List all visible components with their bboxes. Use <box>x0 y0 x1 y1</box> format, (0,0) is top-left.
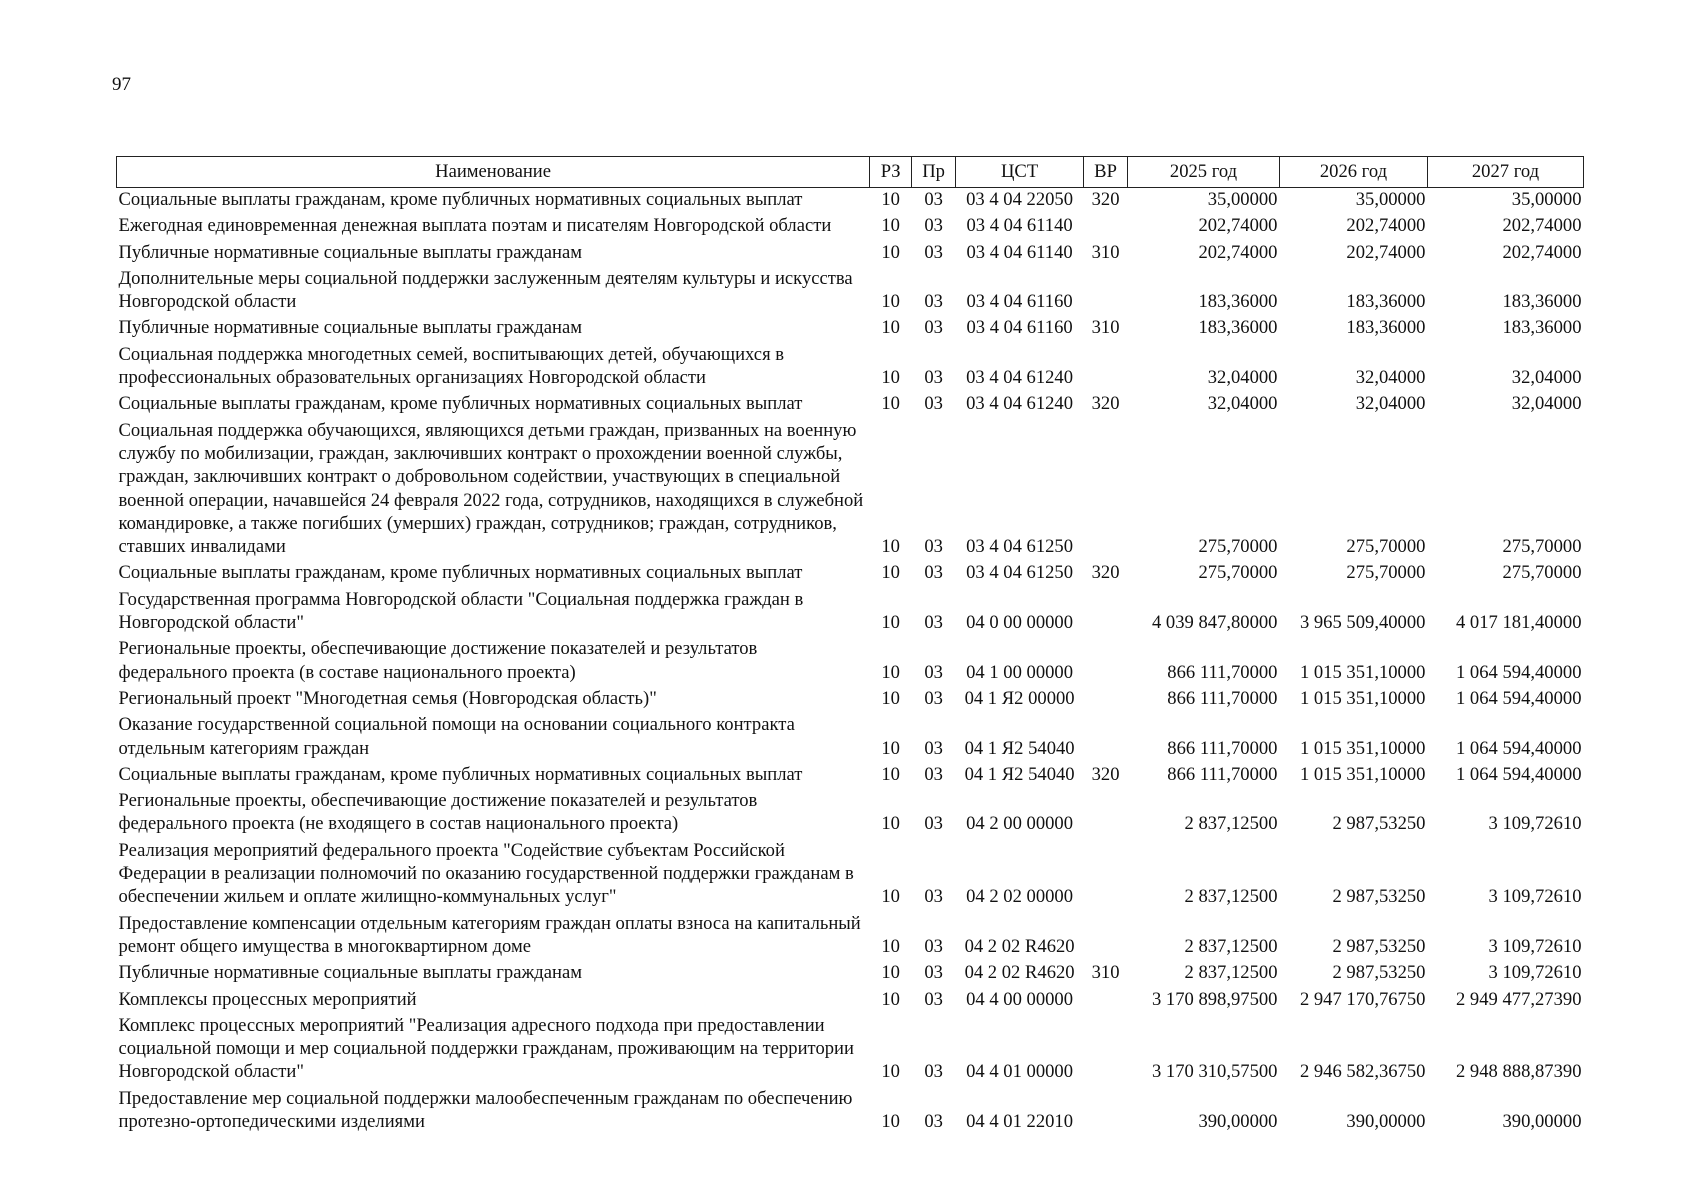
table-body <box>117 188 1584 1134</box>
table-row <box>117 1011 1584 1084</box>
cell-pr: 03 <box>924 612 943 634</box>
cell-2027: 32,04000 <box>1511 367 1582 389</box>
cell-2025: 2 837,12500 <box>1184 935 1278 957</box>
cell-rz: 10 <box>881 367 900 389</box>
header-rz: РЗ <box>870 157 912 188</box>
cell-2027: 1 064 594,40000 <box>1455 737 1582 759</box>
cell-pr: 03 <box>924 737 943 759</box>
cell-vr <box>1084 634 1128 684</box>
cell-2025: 2 837,12500 <box>1184 813 1278 835</box>
table-row <box>117 558 1584 584</box>
cell-pr: 03 <box>924 687 943 709</box>
cell-cst: 04 2 02 R4620 <box>964 962 1075 984</box>
cell-2027: 32,04000 <box>1511 393 1582 415</box>
table-row <box>117 836 1584 909</box>
cell-name: Комплексы процессных мероприятий <box>118 988 417 1010</box>
cell-2025: 2 837,12500 <box>1184 962 1278 984</box>
cell-name: Социальные выплаты гражданам, кроме публичных нормативных социальных выплат <box>118 393 803 415</box>
table-row <box>117 786 1584 836</box>
cell-vr: 310 <box>1091 962 1120 984</box>
cell-rz: 10 <box>881 935 900 957</box>
cell-vr: 310 <box>1091 241 1120 263</box>
header-name: Наименование <box>117 157 870 188</box>
cell-2027: 2 949 477,27390 <box>1455 988 1582 1010</box>
cell-name: Региональные проекты, обеспечивающие достижение показателей и результатов федерального проекта (в составе национального проекта) <box>118 638 758 683</box>
cell-2026: 32,04000 <box>1355 393 1426 415</box>
cell-name: Ежегодная единовременная денежная выплата поэтам и писателям Новгородской области <box>118 215 832 237</box>
table-row <box>117 188 1584 212</box>
cell-2026: 3 965 509,40000 <box>1299 612 1426 634</box>
cell-rz: 10 <box>881 241 900 263</box>
cell-rz: 10 <box>881 813 900 835</box>
cell-rz: 10 <box>881 562 900 584</box>
cell-2026: 35,00000 <box>1355 189 1426 210</box>
cell-2027: 202,74000 <box>1502 215 1582 237</box>
cell-2025: 866 111,70000 <box>1167 661 1278 683</box>
cell-pr: 03 <box>924 763 943 785</box>
cell-vr: 320 <box>1091 562 1120 584</box>
cell-2027: 202,74000 <box>1502 241 1582 263</box>
cell-2027: 275,70000 <box>1502 562 1582 584</box>
cell-2025: 32,04000 <box>1207 367 1278 389</box>
cell-rz: 10 <box>881 687 900 709</box>
cell-cst: 04 1 Я2 54040 <box>964 737 1075 759</box>
cell-name: Публичные нормативные социальные выплаты гражданам <box>118 962 582 984</box>
cell-2026: 390,00000 <box>1346 1110 1426 1132</box>
cell-pr: 03 <box>924 813 943 835</box>
cell-2025: 183,36000 <box>1198 317 1278 339</box>
cell-2026: 1 015 351,10000 <box>1299 737 1426 759</box>
cell-2027: 3 109,72610 <box>1488 962 1582 984</box>
cell-name: Социальные выплаты гражданам, кроме публичных нормативных социальных выплат <box>118 562 803 584</box>
cell-2027: 35,00000 <box>1511 189 1582 210</box>
header-pr: Пр <box>912 157 956 188</box>
cell-pr: 03 <box>924 189 943 210</box>
cell-2026: 275,70000 <box>1346 536 1426 558</box>
cell-cst: 03 4 04 22050 <box>966 189 1074 210</box>
table-row <box>117 264 1584 314</box>
cell-cst: 03 4 04 61240 <box>966 393 1074 415</box>
cell-name: Предоставление мер социальной поддержки малообеспеченным гражданам по обеспечению протезно-ортопедическими изделиями <box>118 1087 853 1132</box>
cell-2026: 1 015 351,10000 <box>1299 661 1426 683</box>
cell-rz: 10 <box>881 1110 900 1132</box>
cell-pr: 03 <box>924 661 943 683</box>
cell-rz: 10 <box>881 1061 900 1083</box>
table-row <box>117 238 1584 264</box>
cell-name: Оказание государственной социальной помощи на основании социального контракта отдельным категориям граждан <box>118 714 795 759</box>
cell-name: Публичные нормативные социальные выплаты гражданам <box>118 317 582 339</box>
table-row <box>117 585 1584 635</box>
cell-vr <box>1084 909 1128 959</box>
cell-rz: 10 <box>881 763 900 785</box>
cell-name: Государственная программа Новгородской области "Социальная поддержка граждан в Новгородской области" <box>118 588 804 634</box>
cell-cst: 04 4 00 00000 <box>966 988 1074 1010</box>
cell-pr: 03 <box>924 215 943 237</box>
cell-cst: 04 4 01 22010 <box>966 1110 1074 1132</box>
table-row <box>117 634 1584 684</box>
cell-rz: 10 <box>881 317 900 339</box>
cell-name: Социальная поддержка многодетных семей, воспитывающих детей, обучающихся в профессиональных образовательных организациях Новгородской области <box>118 343 785 389</box>
cell-vr <box>1084 264 1128 314</box>
header-2026: 2026 год <box>1279 157 1427 188</box>
cell-rz: 10 <box>881 189 900 210</box>
cell-2025: 183,36000 <box>1198 291 1278 313</box>
cell-2025: 390,00000 <box>1198 1110 1278 1132</box>
cell-cst: 03 4 04 61160 <box>966 317 1073 339</box>
cell-pr: 03 <box>924 935 943 957</box>
budget-table <box>116 156 1584 1133</box>
cell-vr <box>1084 684 1128 710</box>
cell-2026: 183,36000 <box>1346 291 1426 313</box>
table-row <box>117 760 1584 786</box>
table-row <box>117 313 1584 339</box>
cell-2027: 3 109,72610 <box>1488 935 1582 957</box>
cell-vr <box>1084 985 1128 1011</box>
cell-2025: 202,74000 <box>1198 241 1278 263</box>
table-row <box>117 340 1584 390</box>
cell-2025: 202,74000 <box>1198 215 1278 237</box>
cell-2026: 1 015 351,10000 <box>1299 687 1426 709</box>
cell-pr: 03 <box>924 536 943 558</box>
cell-vr: 320 <box>1091 189 1120 210</box>
cell-cst: 04 1 Я2 00000 <box>964 687 1075 709</box>
cell-cst: 03 4 04 61140 <box>966 241 1073 263</box>
table-row <box>117 211 1584 237</box>
cell-vr <box>1084 585 1128 635</box>
cell-name: Региональный проект "Многодетная семья (Новгородская область)" <box>118 687 657 709</box>
cell-pr: 03 <box>924 393 943 415</box>
header-2027: 2027 год <box>1427 157 1583 188</box>
cell-cst: 04 2 00 00000 <box>966 813 1074 835</box>
cell-name: Дополнительные меры социальной поддержки заслуженным деятелям культуры и искусства Новгородской области <box>118 267 853 313</box>
cell-2025: 4 039 847,80000 <box>1151 612 1278 634</box>
cell-cst: 04 2 02 00000 <box>966 886 1074 908</box>
cell-name: Региональные проекты, обеспечивающие достижение показателей и результатов федерального проекта (не входящего в состав национального проекта) <box>118 790 758 835</box>
cell-cst: 04 1 00 00000 <box>966 661 1074 683</box>
header-cst: ЦСТ <box>956 157 1084 188</box>
cell-pr: 03 <box>924 1110 943 1132</box>
cell-2026: 2 987,53250 <box>1332 962 1426 984</box>
cell-rz: 10 <box>881 886 900 908</box>
cell-vr <box>1084 1011 1128 1084</box>
cell-2026: 2 946 582,36750 <box>1299 1061 1426 1083</box>
cell-pr: 03 <box>924 988 943 1010</box>
table-row <box>117 985 1584 1011</box>
table-row <box>117 958 1584 984</box>
cell-cst: 03 4 04 61250 <box>966 536 1074 558</box>
cell-cst: 03 4 04 61160 <box>966 291 1073 313</box>
cell-2027: 1 064 594,40000 <box>1455 661 1582 683</box>
cell-pr: 03 <box>924 562 943 584</box>
cell-rz: 10 <box>881 393 900 415</box>
cell-vr <box>1084 710 1128 760</box>
cell-rz: 10 <box>881 988 900 1010</box>
cell-name: Социальные выплаты гражданам, кроме публичных нормативных социальных выплат <box>118 189 803 210</box>
cell-2026: 183,36000 <box>1346 317 1426 339</box>
cell-2025: 3 170 898,97500 <box>1151 988 1278 1010</box>
cell-name: Публичные нормативные социальные выплаты гражданам <box>118 241 582 263</box>
cell-2025: 2 837,12500 <box>1184 886 1278 908</box>
cell-vr: 310 <box>1091 317 1120 339</box>
cell-2025: 866 111,70000 <box>1167 737 1278 759</box>
cell-rz: 10 <box>881 536 900 558</box>
cell-2025: 32,04000 <box>1207 393 1278 415</box>
cell-pr: 03 <box>924 241 943 263</box>
table-row <box>117 710 1584 760</box>
cell-pr: 03 <box>924 317 943 339</box>
cell-cst: 03 4 04 61240 <box>966 367 1074 389</box>
header-vr: ВР <box>1084 157 1128 188</box>
cell-cst: 03 4 04 61140 <box>966 215 1073 237</box>
cell-2025: 866 111,70000 <box>1167 763 1278 785</box>
cell-2026: 1 015 351,10000 <box>1299 763 1426 785</box>
cell-2025: 275,70000 <box>1198 562 1278 584</box>
table-header-row <box>117 157 1584 188</box>
cell-rz: 10 <box>881 737 900 759</box>
cell-2025: 35,00000 <box>1207 189 1278 210</box>
cell-vr: 320 <box>1091 763 1120 785</box>
cell-2027: 183,36000 <box>1502 291 1582 313</box>
cell-2026: 2 947 170,76750 <box>1299 988 1426 1010</box>
cell-2025: 866 111,70000 <box>1167 687 1278 709</box>
cell-vr <box>1084 416 1128 559</box>
cell-vr <box>1084 836 1128 909</box>
cell-cst: 03 4 04 61250 <box>966 562 1074 584</box>
cell-2027: 1 064 594,40000 <box>1455 763 1582 785</box>
cell-vr <box>1084 340 1128 390</box>
cell-name: Реализация мероприятий федерального проекта "Содействие субъектам Российской Федерации в реализации полномочий по оказанию государственной поддержки гражданам в обеспечении жильем и оплате жилищно-коммунальных услуг" <box>118 839 854 908</box>
table-row <box>117 389 1584 415</box>
header-2025: 2025 год <box>1128 157 1280 188</box>
cell-rz: 10 <box>881 612 900 634</box>
cell-vr: 320 <box>1091 393 1120 415</box>
cell-rz: 10 <box>881 962 900 984</box>
cell-vr <box>1084 1084 1128 1134</box>
cell-2026: 275,70000 <box>1346 562 1426 584</box>
cell-2027: 1 064 594,40000 <box>1455 687 1582 709</box>
cell-2026: 32,04000 <box>1355 367 1426 389</box>
table-row <box>117 684 1584 710</box>
cell-cst: 04 1 Я2 54040 <box>964 763 1075 785</box>
cell-rz: 10 <box>881 215 900 237</box>
cell-pr: 03 <box>924 1061 943 1083</box>
cell-2026: 2 987,53250 <box>1332 935 1426 957</box>
cell-2026: 202,74000 <box>1346 241 1426 263</box>
cell-cst: 04 0 00 00000 <box>966 612 1074 634</box>
cell-name: Комплекс процессных мероприятий "Реализация адресного подхода при предоставлении социальной помощи и мер социальной поддержки гражданам, проживающим на территории Новгородской области" <box>118 1014 854 1083</box>
cell-2025: 275,70000 <box>1198 536 1278 558</box>
table-row <box>117 416 1584 559</box>
page-number: 97 <box>112 74 131 95</box>
cell-vr <box>1084 211 1128 237</box>
cell-pr: 03 <box>924 367 943 389</box>
cell-2027: 183,36000 <box>1502 317 1582 339</box>
table-row <box>117 909 1584 959</box>
cell-rz: 10 <box>881 661 900 683</box>
table-row <box>117 1084 1584 1134</box>
cell-cst: 04 4 01 00000 <box>966 1061 1074 1083</box>
cell-pr: 03 <box>924 886 943 908</box>
cell-2027: 4 017 181,40000 <box>1455 612 1582 634</box>
cell-cst: 04 2 02 R4620 <box>964 935 1075 957</box>
cell-name: Социальные выплаты гражданам, кроме публичных нормативных социальных выплат <box>118 763 803 785</box>
cell-2027: 2 948 888,87390 <box>1455 1061 1582 1083</box>
cell-2026: 202,74000 <box>1346 215 1426 237</box>
cell-name: Предоставление компенсации отдельным категориям граждан оплаты взноса на капитальный ремонт общего имущества в многоквартирном доме <box>118 912 861 957</box>
cell-2027: 3 109,72610 <box>1488 813 1582 835</box>
cell-2027: 275,70000 <box>1502 536 1582 558</box>
cell-pr: 03 <box>924 291 943 313</box>
cell-2027: 3 109,72610 <box>1488 886 1582 908</box>
cell-2025: 3 170 310,57500 <box>1151 1061 1278 1083</box>
cell-vr <box>1084 786 1128 836</box>
cell-2026: 2 987,53250 <box>1332 886 1426 908</box>
cell-2027: 390,00000 <box>1502 1110 1582 1132</box>
cell-name: Социальная поддержка обучающихся, являющихся детьми граждан, призванных на военную службу по мобилизации, граждан, заключивших контракт о прохождении военной службы, граждан, заключивших контракт о добровольном содействии, участвующих в специальной военной операции, начавшейся 24 февраля 2022 года, сотрудников, находящихся в служебной командировке, а также погибших (умерших) граждан, сотрудников; граждан, сотрудников, ставших инвалидами <box>118 419 864 558</box>
cell-pr: 03 <box>924 962 943 984</box>
cell-rz: 10 <box>881 291 900 313</box>
cell-2026: 2 987,53250 <box>1332 813 1426 835</box>
